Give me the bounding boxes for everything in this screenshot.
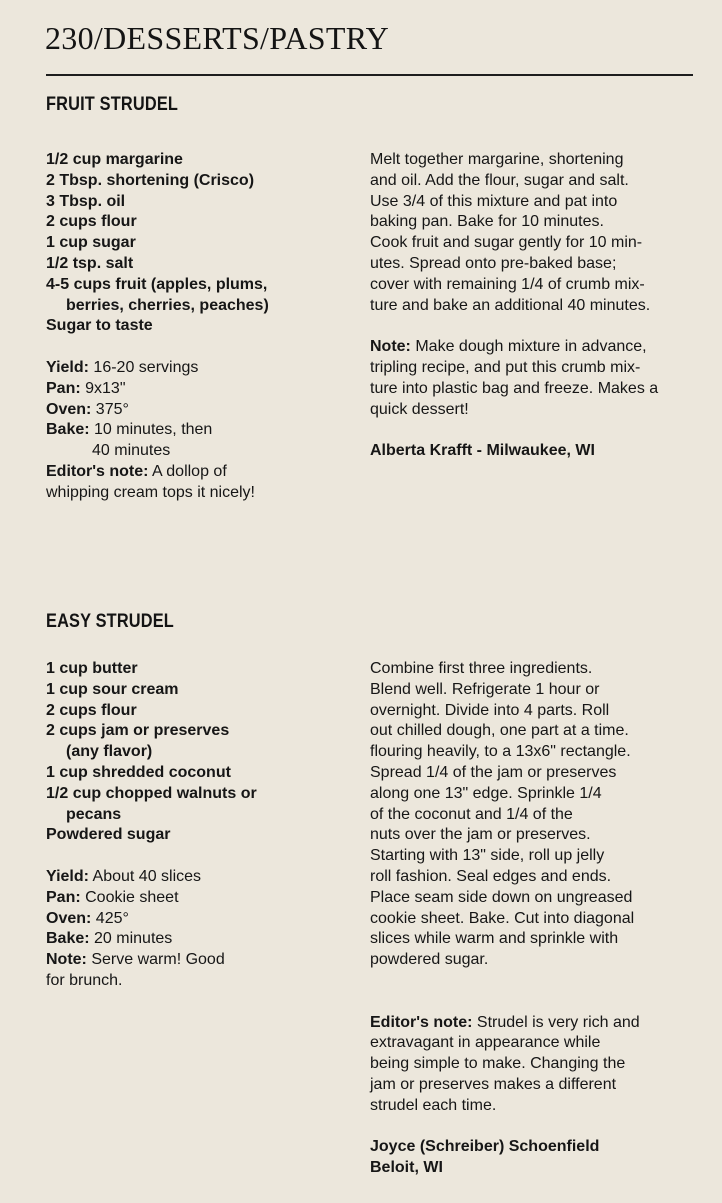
oven-value: 375° [95, 400, 129, 418]
ingredient: 2 cups jam or preserves [46, 722, 230, 740]
yield-value: About 40 slices [92, 867, 202, 885]
ingredient-continuation: (any flavor) [66, 743, 153, 761]
direction-line: out chilled dough, one part at a time. [370, 722, 629, 740]
ingredient: Powdered sugar [46, 826, 171, 844]
easy-strudel-left-column [46, 659, 346, 992]
direction-line: cover with remaining 1/4 of crumb mix- [370, 275, 645, 293]
note-line: ture into plastic bag and freeze. Makes a [370, 379, 659, 397]
direction-line: overnight. Divide into 4 parts. Roll [370, 701, 610, 719]
note-label: Note: [370, 338, 411, 356]
bake-value: 10 minutes, then [94, 421, 213, 439]
direction-line: Cook fruit and sugar gently for 10 min- [370, 234, 643, 252]
ingredient: 1 cup sugar [46, 234, 136, 252]
editors-note-label: Editor's note: [46, 462, 149, 480]
recipe-attribution-name: Joyce (Schreiber) Schoenfield [370, 1138, 600, 1156]
pan-value: Cookie sheet [85, 888, 179, 906]
direction-line: nuts over the jam or preserves. [370, 826, 591, 844]
ingredient: 1 cup shredded coconut [46, 763, 231, 781]
direction-line: Combine first three ingredients. [370, 660, 593, 677]
ingredient: 3 Tbsp. oil [46, 192, 126, 210]
yield-label: Yield: [46, 867, 89, 885]
note-text: Make dough mixture in advance, [415, 338, 647, 356]
ingredient: Sugar to taste [46, 317, 153, 335]
ingredient: 4-5 cups fruit (apples, plums, [46, 275, 268, 293]
editors-note-line [370, 1013, 705, 1034]
pan-label: Pan: [46, 888, 81, 906]
ingredient: 2 cups flour [46, 701, 137, 719]
oven-label: Oven: [46, 909, 92, 927]
yield-line [46, 358, 346, 379]
pan-value: 9x13" [85, 379, 126, 397]
oven-label: Oven: [46, 400, 92, 418]
editors-note-line: extravagant in appearance while [370, 1034, 601, 1052]
note-line [370, 337, 705, 358]
editors-note-line: strudel each time. [370, 1096, 497, 1114]
direction-line: ture and bake an additional 40 minutes. [370, 296, 651, 314]
ingredient: 1/2 cup margarine [46, 151, 183, 168]
note-line: quick dessert! [370, 400, 469, 418]
direction-line: Use 3/4 of this mixture and pat into [370, 192, 618, 210]
yield-label: Yield: [46, 358, 89, 376]
page-header: 230/DESSERTS/PASTRY [45, 20, 390, 56]
header-divider [46, 74, 693, 76]
ingredient: 1 cup sour cream [46, 680, 179, 698]
bake-line-continuation: 40 minutes [92, 442, 171, 460]
easy-strudel-right-column [370, 659, 705, 1179]
direction-line: Melt together margarine, shortening [370, 151, 624, 168]
bake-line [46, 420, 346, 441]
editors-note-line: jam or preserves makes a different [370, 1075, 617, 1093]
ingredient: 1/2 tsp. salt [46, 254, 134, 272]
editors-note-continuation: whipping cream tops it nicely! [46, 483, 255, 501]
direction-line: flouring heavily, to a 13x6" rectangle. [370, 743, 631, 761]
direction-line: Place seam side down on ungreased [370, 888, 633, 906]
note-value: Serve warm! Good [91, 951, 225, 969]
ingredient: 2 Tbsp. shortening (Crisco) [46, 171, 255, 189]
yield-line [46, 867, 346, 888]
oven-value: 425° [95, 909, 129, 927]
direction-line: and oil. Add the flour, sugar and salt. [370, 171, 629, 189]
ingredient: 1 cup butter [46, 660, 138, 677]
note-line [46, 950, 346, 971]
direction-line: of the coconut and 1/4 of the [370, 805, 573, 823]
pan-line [46, 379, 346, 400]
direction-line: Spread 1/4 of the jam or preserves [370, 763, 617, 781]
note-label: Note: [46, 951, 87, 969]
direction-line: slices while warm and sprinkle with [370, 930, 619, 948]
ingredient-continuation: berries, cherries, peaches) [66, 296, 269, 314]
ingredient-continuation: pecans [66, 805, 122, 823]
editors-note-line [46, 462, 346, 483]
pan-line [46, 888, 346, 909]
note-line: tripling recipe, and put this crumb mix- [370, 358, 641, 376]
editors-note-label: Editor's note: [370, 1013, 473, 1031]
direction-line: along one 13" edge. Sprinkle 1/4 [370, 784, 602, 802]
yield-value: 16-20 servings [93, 358, 199, 376]
note-continuation: for brunch. [46, 971, 123, 989]
recipe-title-easy-strudel: EASY STRUDEL [46, 611, 174, 632]
direction-line: powdered sugar. [370, 951, 489, 969]
editors-note-text: Strudel is very rich and [476, 1013, 640, 1031]
editors-note-value: A dollop of [152, 462, 227, 480]
oven-line [46, 909, 346, 930]
recipe-title-fruit-strudel: FRUIT STRUDEL [46, 94, 179, 115]
direction-line: utes. Spread onto pre-baked base; [370, 254, 617, 272]
direction-line: roll fashion. Seal edges and ends. [370, 867, 612, 885]
oven-line [46, 400, 346, 421]
bake-label: Bake: [46, 930, 90, 948]
ingredient: 2 cups flour [46, 213, 137, 231]
fruit-strudel-left-column [46, 150, 346, 504]
ingredient: 1/2 cup chopped walnuts or [46, 784, 257, 802]
direction-line: baking pan. Bake for 10 minutes. [370, 213, 604, 231]
direction-line: Starting with 13" side, roll up jelly [370, 847, 605, 865]
fruit-strudel-right-column [370, 150, 705, 462]
editors-note-line: being simple to make. Changing the [370, 1055, 626, 1073]
bake-label: Bake: [46, 421, 90, 439]
direction-line: cookie sheet. Bake. Cut into diagonal [370, 909, 635, 927]
direction-line: Blend well. Refrigerate 1 hour or [370, 680, 600, 698]
bake-line [46, 929, 346, 950]
bake-value: 20 minutes [94, 930, 173, 948]
recipe-attribution: Alberta Krafft - Milwaukee, WI [370, 442, 595, 460]
pan-label: Pan: [46, 379, 81, 397]
recipe-attribution-location: Beloit, WI [370, 1159, 443, 1177]
